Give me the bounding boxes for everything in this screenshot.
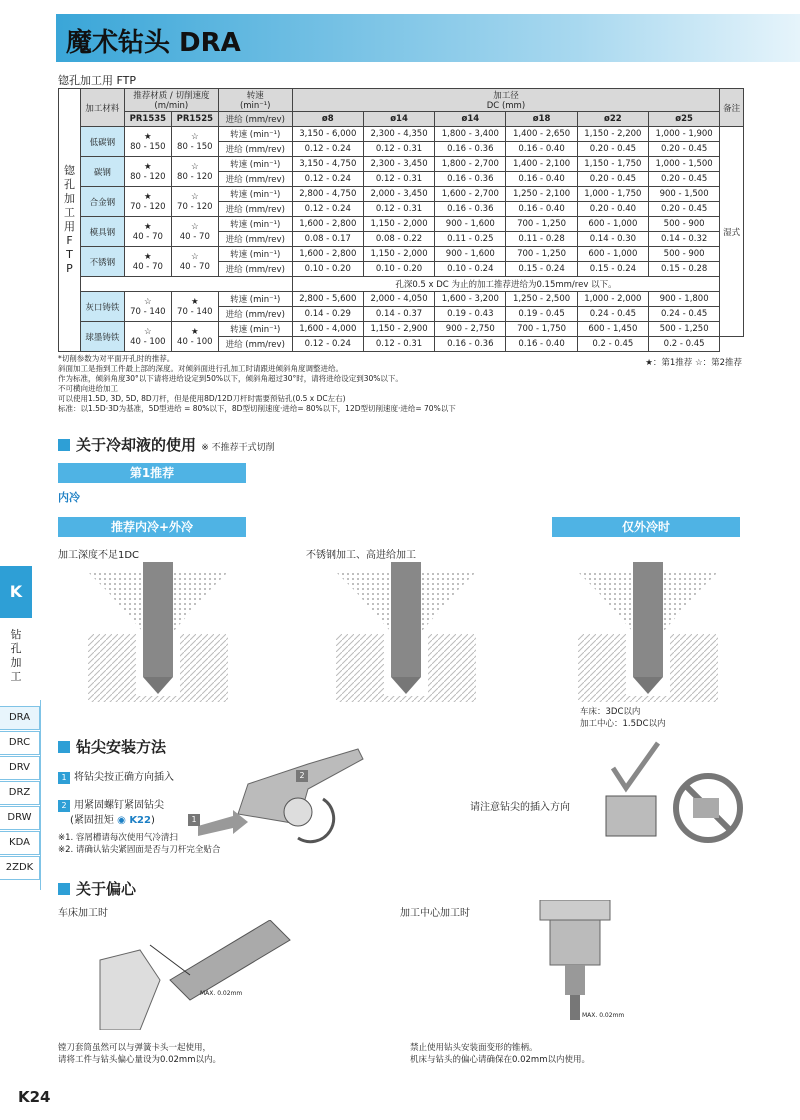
- external-note-1: 车床：3DC以内: [580, 707, 641, 717]
- both-coolant-pill: 推荐内冷+外冷: [58, 517, 246, 537]
- step-1-text: 将钻尖按正确方向插入: [74, 772, 174, 783]
- table-header-row: [59, 89, 744, 112]
- tip-install-illustration: [188, 744, 368, 844]
- runout-heading: [58, 878, 136, 899]
- table-row: [59, 217, 744, 232]
- speed-cell: 1,600 - 4,000: [292, 322, 363, 337]
- material-name: 合金钢: [81, 187, 125, 217]
- mc-note-2: 机床与钻头的偏心请确保在0.02mm以内使用。: [410, 1055, 590, 1065]
- table-row: [59, 187, 744, 202]
- table-row: [59, 277, 744, 292]
- feed-cell: 0.11 - 0.25: [435, 232, 506, 247]
- material-name: 低碳钢: [81, 127, 125, 157]
- install-torque: [70, 811, 155, 826]
- page-number: K24: [18, 1088, 51, 1106]
- row-feed-label: 进给 (mm/rev): [218, 262, 292, 277]
- feed-cell: 0.2 - 0.45: [648, 337, 719, 352]
- speed-cell: 900 - 1,600: [435, 217, 506, 232]
- speed-cell: 1,000 - 1,750: [577, 187, 648, 202]
- header-remark: 备注: [720, 89, 744, 127]
- feed-cell: 0.08 - 0.17: [292, 232, 363, 247]
- feed-cell: 0.15 - 0.24: [577, 262, 648, 277]
- note-line: *切削参数为对平面开孔时的推荐。: [58, 354, 175, 363]
- grade-1-value: ★ 40 - 70: [124, 247, 171, 277]
- caption-depth: 加工深度不足1DC: [58, 550, 140, 561]
- feed-cell: 0.12 - 0.31: [363, 172, 434, 187]
- speed-cell: 3,150 - 6,000: [292, 127, 363, 142]
- feed-cell: 0.12 - 0.31: [363, 142, 434, 157]
- feed-cell: 0.10 - 0.20: [292, 262, 363, 277]
- table-row: [59, 292, 744, 307]
- speed-cell: 1,600 - 2,800: [292, 217, 363, 232]
- speed-cell: 1,150 - 2,000: [363, 217, 434, 232]
- row-speed-label: 转速 (min⁻¹): [218, 292, 292, 307]
- note-line: 不可横向进给加工: [58, 384, 118, 393]
- feed-cell: 0.16 - 0.36: [435, 142, 506, 157]
- internal-coolant-label: 内冷: [58, 491, 80, 504]
- header-feed: 进给 (mm/rev): [218, 112, 292, 127]
- grade-2-value: ☆ 40 - 70: [171, 217, 218, 247]
- speed-cell: 2,000 - 3,450: [363, 187, 434, 202]
- note-line: 斜面加工是指到工件最上部的深度。对倾斜面进行孔加工时请跟进倾斜角度调整进给。: [58, 364, 343, 373]
- external-only-pill: 仅外冷时: [552, 517, 740, 537]
- speed-cell: 2,800 - 5,600: [292, 292, 363, 307]
- speed-cell: 900 - 1,800: [648, 292, 719, 307]
- speed-cell: 1,150 - 2,000: [363, 247, 434, 262]
- feed-cell: 0.16 - 0.36: [435, 202, 506, 217]
- sidebar-tab-drw[interactable]: DRW: [0, 806, 40, 830]
- speed-cell: 700 - 1,750: [506, 322, 577, 337]
- speed-cell: 1,600 - 3,200: [435, 292, 506, 307]
- row-note: 孔深0.5 x DC 为止的加工推荐进给为0.15mm/rev 以下。: [292, 277, 720, 292]
- install-step-2: [58, 796, 164, 812]
- coolant-note: ※ 不推荐干式切削: [201, 443, 275, 453]
- feed-cell: 0.24 - 0.45: [648, 307, 719, 322]
- sidebar-tabs: [0, 706, 40, 881]
- speed-cell: 1,800 - 2,700: [435, 157, 506, 172]
- feed-cell: 0.12 - 0.24: [292, 172, 363, 187]
- table-row: [59, 127, 744, 142]
- feed-cell: 0.20 - 0.45: [648, 172, 719, 187]
- header-dia-2: ø14: [435, 112, 506, 127]
- row-speed-label: 转速 (min⁻¹): [218, 187, 292, 202]
- section-label: 锪孔加工用 FTP: [58, 74, 136, 87]
- table-row: [59, 157, 744, 172]
- section-square-icon: [58, 439, 70, 451]
- install-step-1: [58, 768, 174, 784]
- note-line: 可以使用1.5D, 3D, 5D, 8D刀杆，但是使用8D/12D刀杆时需要预钻孔(0.5 x DC左右): [58, 394, 346, 403]
- feed-cell: 0.14 - 0.29: [292, 307, 363, 322]
- speed-cell: 1,150 - 2,900: [363, 322, 434, 337]
- speed-cell: 1,000 - 1,500: [648, 157, 719, 172]
- lathe-note-2: 请将工件与钻头偏心量设为0.02mm以内。: [58, 1055, 221, 1065]
- row-feed-label: 进给 (mm/rev): [218, 202, 292, 217]
- sidebar-tab-2zdk[interactable]: 2ZDK: [0, 856, 40, 880]
- feed-cell: 0.16 - 0.40: [506, 337, 577, 352]
- torque-link[interactable]: ◉ K22: [117, 815, 151, 826]
- legend: ★：第1推荐 ☆：第2推荐: [645, 358, 742, 368]
- material-name: 碳钢: [81, 157, 125, 187]
- feed-cell: 0.16 - 0.36: [435, 337, 506, 352]
- drill-illustration-3: [578, 562, 718, 702]
- note-spacer: [81, 277, 293, 292]
- header-dia-5: ø25: [648, 112, 719, 127]
- row-speed-label: 转速 (min⁻¹): [218, 247, 292, 262]
- feed-cell: 0.15 - 0.24: [506, 262, 577, 277]
- max-runout-2: MAX. 0.02mm: [582, 1012, 625, 1019]
- speed-cell: 3,150 - 4,750: [292, 157, 363, 172]
- grade-1-value: ★ 70 - 120: [124, 187, 171, 217]
- grade-2-value: ★ 40 - 100: [171, 322, 218, 352]
- mc-caption: 加工中心加工时: [400, 908, 470, 919]
- feed-cell: 0.12 - 0.31: [363, 202, 434, 217]
- table-header-row: [59, 112, 744, 127]
- row-feed-label: 进给 (mm/rev): [218, 337, 292, 352]
- runout-title: 关于偏心: [76, 880, 137, 898]
- sidebar-tab-drc[interactable]: DRC: [0, 731, 40, 755]
- grade-2-value: ☆ 70 - 120: [171, 187, 218, 217]
- install-note-2: ※2. 请确认钻尖紧固面是否与刀杆完全贴合: [58, 845, 221, 855]
- install-title: 钻尖安装方法: [76, 738, 167, 756]
- speed-cell: 1,600 - 2,800: [292, 247, 363, 262]
- drill-illustration-1: [88, 562, 228, 702]
- speed-cell: 600 - 1,000: [577, 217, 648, 232]
- speed-cell: 2,300 - 4,350: [363, 127, 434, 142]
- feed-cell: 0.10 - 0.20: [363, 262, 434, 277]
- sidebar-tab-dra[interactable]: DRA: [0, 706, 40, 730]
- step-1-badge: 1: [58, 772, 70, 784]
- illust-badge-1: 1: [188, 814, 200, 826]
- speed-cell: 900 - 1,600: [435, 247, 506, 262]
- speed-cell: 900 - 1,500: [648, 187, 719, 202]
- feed-cell: 0.14 - 0.37: [363, 307, 434, 322]
- speed-cell: 1,000 - 2,000: [577, 292, 648, 307]
- material-name: 模具钢: [81, 217, 125, 247]
- row-speed-label: 转速 (min⁻¹): [218, 322, 292, 337]
- grade-2-value: ★ 70 - 140: [171, 292, 218, 322]
- speed-cell: 1,000 - 1,900: [648, 127, 719, 142]
- first-recommend-pill: 第1推荐: [58, 463, 246, 483]
- speed-cell: 500 - 900: [648, 217, 719, 232]
- header-grade-1: PR1535: [124, 112, 171, 127]
- row-speed-label: 转速 (min⁻¹): [218, 217, 292, 232]
- speed-cell: 1,400 - 2,650: [506, 127, 577, 142]
- speed-cell: 1,150 - 2,200: [577, 127, 648, 142]
- coolant-title: 关于冷却液的使用: [76, 436, 197, 454]
- feed-cell: 0.16 - 0.36: [435, 172, 506, 187]
- header-dia-3: ø18: [506, 112, 577, 127]
- external-note-2: 加工中心：1.5DC以内: [580, 719, 666, 729]
- feed-cell: 0.2 - 0.45: [577, 337, 648, 352]
- mc-note-1: 禁止使用钻头安装面变形的锥柄。: [410, 1043, 538, 1053]
- table-group-label: 锪 孔 加 工 用 F T P: [59, 89, 81, 352]
- speed-cell: 2,300 - 3,450: [363, 157, 434, 172]
- grade-1-value: ★ 80 - 150: [124, 127, 171, 157]
- sidebar-letter: K: [0, 566, 32, 618]
- header-dia-4: ø22: [577, 112, 648, 127]
- correct-wrong-illustration: [598, 738, 746, 848]
- feed-cell: 0.20 - 0.45: [648, 202, 719, 217]
- row-feed-label: 进给 (mm/rev): [218, 172, 292, 187]
- row-speed-label: 转速 (min⁻¹): [218, 157, 292, 172]
- grade-2-value: ☆ 80 - 120: [171, 157, 218, 187]
- material-name: 不锈钢: [81, 247, 125, 277]
- speed-cell: 2,000 - 4,050: [363, 292, 434, 307]
- feed-cell: 0.15 - 0.28: [648, 262, 719, 277]
- feed-cell: 0.14 - 0.30: [577, 232, 648, 247]
- row-feed-label: 进给 (mm/rev): [218, 307, 292, 322]
- install-note-1: ※1. 容屑槽请每次使用气冷清扫: [58, 833, 178, 843]
- note-line: 作为标准，倾斜角度30°以下请将进给设定到50%以下，倾斜角超过30°时，请将进给设定到30%以下。: [58, 374, 403, 383]
- feed-cell: 0.19 - 0.45: [506, 307, 577, 322]
- header-material: 加工材料: [81, 89, 125, 127]
- speed-cell: 1,400 - 2,100: [506, 157, 577, 172]
- row-feed-label: 进给 (mm/rev): [218, 142, 292, 157]
- torque-value: K22: [129, 815, 151, 826]
- speed-cell: 2,800 - 4,750: [292, 187, 363, 202]
- feed-cell: 0.12 - 0.24: [292, 142, 363, 157]
- row-feed-label: 进给 (mm/rev): [218, 232, 292, 247]
- speed-cell: 600 - 1,000: [577, 247, 648, 262]
- speed-cell: 700 - 1,250: [506, 247, 577, 262]
- speed-cell: 700 - 1,250: [506, 217, 577, 232]
- feed-cell: 0.10 - 0.24: [435, 262, 506, 277]
- feed-cell: 0.14 - 0.32: [648, 232, 719, 247]
- section-square-icon: [58, 883, 70, 895]
- feed-cell: 0.20 - 0.45: [648, 142, 719, 157]
- sidebar-tab-kda[interactable]: KDA: [0, 831, 40, 855]
- direction-note: 请注意钻尖的插入方向: [470, 802, 570, 813]
- max-runout-1: MAX. 0.02mm: [200, 990, 243, 997]
- grade-1-value: ★ 40 - 70: [124, 217, 171, 247]
- lathe-note-1: 镗刀套筒虽然可以与弹簧卡头一起使用，: [58, 1043, 212, 1053]
- cutting-conditions-table: [58, 88, 744, 352]
- header-grade: 推荐材质 / 切削速度 (m/min): [124, 89, 218, 112]
- note-line: 标准：以1.5D·3D为基准，5D型进给 = 80%以下，8D型切削速度·进给= 80%以下，12D型切削速度·进给= 70%以下: [58, 404, 456, 413]
- sidebar-divider: [40, 700, 41, 890]
- grade-1-value: ☆ 40 - 100: [124, 322, 171, 352]
- table-row: [59, 247, 744, 262]
- feed-cell: 0.16 - 0.40: [506, 142, 577, 157]
- feed-cell: 0.12 - 0.24: [292, 202, 363, 217]
- section-square-icon: [58, 741, 70, 753]
- material-name: 球墨铸铁: [81, 322, 125, 352]
- feed-cell: 0.11 - 0.28: [506, 232, 577, 247]
- sidebar-category: 钻孔加工: [10, 628, 22, 683]
- coolant-heading: [58, 434, 275, 455]
- torque-prefix: (紧固扭矩: [70, 815, 114, 826]
- speed-cell: 1,800 - 3,400: [435, 127, 506, 142]
- material-name: 灰口铸铁: [81, 292, 125, 322]
- page-title: 魔术钻头 DRA: [66, 28, 241, 58]
- speed-cell: 1,600 - 2,700: [435, 187, 506, 202]
- feed-cell: 0.24 - 0.45: [577, 307, 648, 322]
- speed-cell: 600 - 1,450: [577, 322, 648, 337]
- feed-cell: 0.12 - 0.24: [292, 337, 363, 352]
- sidebar-tab-drv[interactable]: DRV: [0, 756, 40, 780]
- speed-cell: 500 - 1,250: [648, 322, 719, 337]
- feed-cell: 0.20 - 0.40: [577, 202, 648, 217]
- table-row: [59, 322, 744, 337]
- speed-cell: 1,150 - 1,750: [577, 157, 648, 172]
- step-2-badge: 2: [58, 800, 70, 812]
- feed-cell: 0.20 - 0.45: [577, 142, 648, 157]
- install-heading: [58, 736, 166, 757]
- caption-stainless: 不锈钢加工、高进给加工: [306, 550, 416, 561]
- speed-cell: 1,250 - 2,100: [506, 187, 577, 202]
- feed-cell: 0.16 - 0.40: [506, 172, 577, 187]
- feed-cell: 0.16 - 0.40: [506, 202, 577, 217]
- remark-value: 湿式: [720, 127, 744, 337]
- feed-cell: 0.08 - 0.22: [363, 232, 434, 247]
- speed-cell: 500 - 900: [648, 247, 719, 262]
- lathe-runout-illustration: [80, 920, 300, 1030]
- header-grade-2: PR1525: [171, 112, 218, 127]
- header-dia-0: ø8: [292, 112, 363, 127]
- header-diameter: 加工径 DC (mm): [292, 89, 720, 112]
- row-speed-label: 转速 (min⁻¹): [218, 127, 292, 142]
- feed-cell: 0.12 - 0.31: [363, 337, 434, 352]
- illust-badge-2: 2: [296, 770, 308, 782]
- header-dia-1: ø14: [363, 112, 434, 127]
- feed-cell: 0.20 - 0.45: [577, 172, 648, 187]
- speed-cell: 1,250 - 2,500: [506, 292, 577, 307]
- drill-illustration-2: [336, 562, 476, 702]
- grade-1-value: ☆ 70 - 140: [124, 292, 171, 322]
- grade-1-value: ★ 80 - 120: [124, 157, 171, 187]
- torque-suffix: ): [150, 815, 155, 826]
- grade-2-value: ☆ 40 - 70: [171, 247, 218, 277]
- sidebar-tab-drz[interactable]: DRZ: [0, 781, 40, 805]
- feed-cell: 0.19 - 0.43: [435, 307, 506, 322]
- speed-cell: 900 - 2,750: [435, 322, 506, 337]
- lathe-caption: 车床加工时: [58, 908, 108, 919]
- title-bar: [56, 14, 800, 62]
- header-speed: 转速 (min⁻¹): [218, 89, 292, 112]
- step-2-text: 用紧固螺钉紧固钻尖: [74, 800, 164, 811]
- grade-2-value: ☆ 80 - 150: [171, 127, 218, 157]
